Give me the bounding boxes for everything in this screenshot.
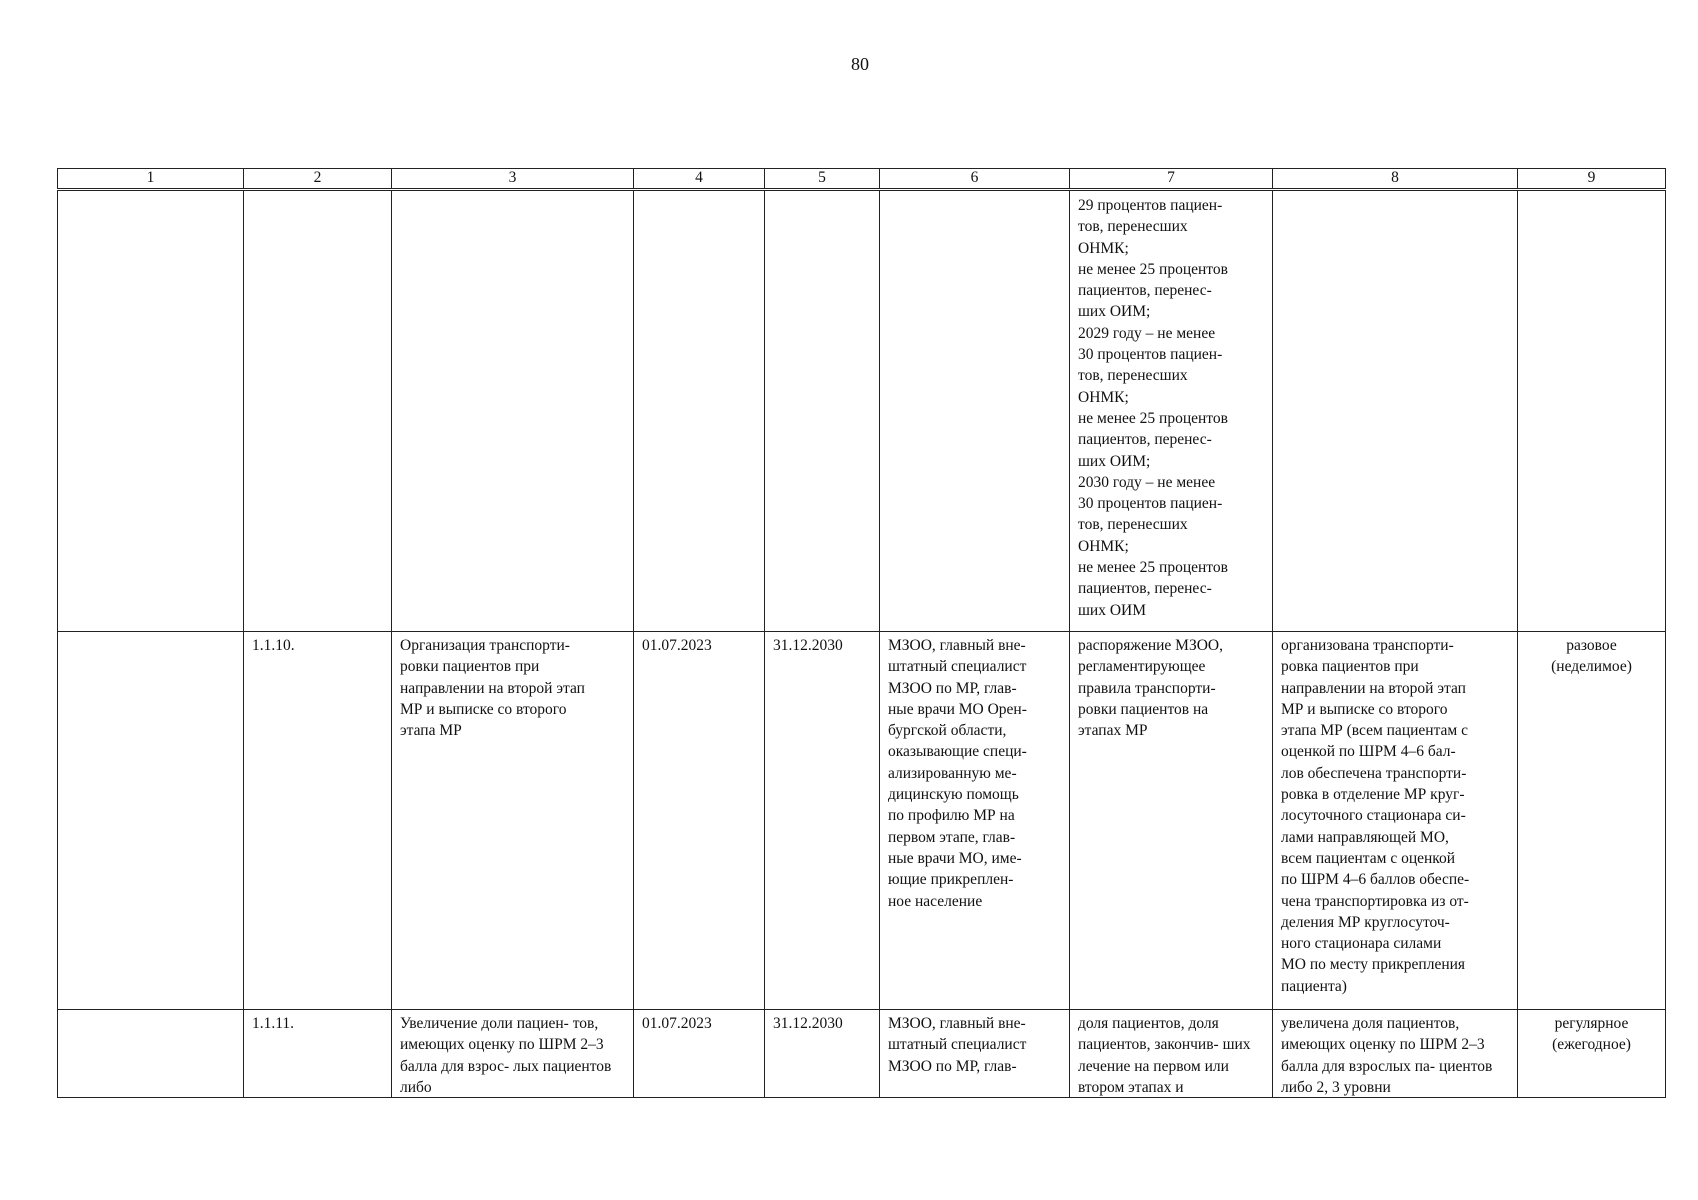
table-row: [58, 1010, 1666, 1098]
cell-end-date: 31.12.2030: [765, 632, 880, 1010]
cell-type: [1518, 190, 1666, 632]
cell-activity: Организация транспорти- ровки пациентов при направлении на второй этап МР и выписке со второго этапа МР: [392, 632, 634, 1010]
cell-activity: [392, 190, 634, 632]
cell-end-date-text: 31.12.2030: [773, 1015, 843, 1032]
program-table: [57, 168, 1666, 1098]
cell-activity-text: Увеличение доли пациен- тов, имеющих оценку по ШРМ 2–3 балла для взрос- лых пациентов либо: [400, 1015, 612, 1096]
column-header-1: 1: [58, 169, 244, 190]
cell-responsible: МЗОО, главный вне- штатный специалист МЗОО по МР, глав- ные врачи МО Орен- бургской области, оказывающие специ- ализированную ме- дицинскую помощь по профилю МР на первом этапе, глав- ные врачи МО, име- ющие прикреплен- ное население: [880, 632, 1070, 1010]
cell-item-number-text: 1.1.11.: [252, 1015, 295, 1032]
cell-start-date: [634, 1010, 765, 1098]
column-number-header-row: [58, 169, 1666, 190]
cell-result-text: увеличена доля пациентов, имеющих оценку по ШРМ 2–3 балла для взрослых па- циентов либо 2, 3 уровни: [1281, 1015, 1493, 1096]
cell-type: разовое (неделимое): [1518, 632, 1666, 1010]
cell-activity: [392, 1010, 634, 1098]
cell-start-date-text: 01.07.2023: [642, 1015, 712, 1032]
cell-end-date: [765, 190, 880, 632]
cell-indicator: 29 процентов пациен- тов, перенесших ОНМК; не менее 25 процентов пациентов, перенес- ших ОИМ; 2029 году – не менее 30 процентов пациен- тов, перенесших ОНМК; не менее 25 процентов пациентов, перенес- ших ОИМ; 2030 году – не менее 30 процентов пациен- тов, перенесших ОНМК; не менее 25 процентов пациентов, перенес- ших ОИМ: [1070, 190, 1273, 632]
column-header-6: 6: [880, 169, 1070, 190]
column-header-2: 2: [244, 169, 392, 190]
cell-start-date: [634, 190, 765, 632]
cell-start-date: 01.07.2023: [634, 632, 765, 1010]
cell-result: [1273, 190, 1518, 632]
cell-indicator-text: доля пациентов, доля пациентов, закончив- ших лечение на первом или втором этапах и: [1078, 1015, 1251, 1096]
table-row: [58, 190, 1666, 632]
column-header-8: 8: [1273, 169, 1518, 190]
cell-indicator: [1070, 1010, 1273, 1098]
column-header-7: 7: [1070, 169, 1273, 190]
cell-section: [58, 190, 244, 632]
cell-indicator: распоряжение МЗОО, регламентирующее правила транспорти- ровки пациентов на этапах МР: [1070, 632, 1273, 1010]
cell-section-text: [66, 1013, 235, 1097]
page-number: 80: [851, 54, 869, 74]
cell-result: [1273, 1010, 1518, 1098]
cell-item-number: [244, 1010, 392, 1098]
cell-item-number: 1.1.10.: [244, 632, 392, 1010]
table-row: [58, 632, 1666, 1010]
cell-responsible: [880, 190, 1070, 632]
cell-section: [58, 1010, 244, 1098]
cell-responsible: [880, 1010, 1070, 1098]
cell-type: [1518, 1010, 1666, 1098]
cell-item-number: [244, 190, 392, 632]
column-header-9: 9: [1518, 169, 1666, 190]
cell-type-text: регулярное (ежегодное): [1552, 1015, 1631, 1054]
cell-end-date: [765, 1010, 880, 1098]
column-header-3: 3: [392, 169, 634, 190]
column-header-5: 5: [765, 169, 880, 190]
cell-responsible-text: МЗОО, главный вне- штатный специалист МЗОО по МР, глав-: [888, 1015, 1027, 1075]
column-header-4: 4: [634, 169, 765, 190]
cell-result: организована транспорти- ровка пациентов при направлении на второй этап МР и выписке со второго этапа МР (всем пациентам с оценкой по ШРМ 4–6 бал- лов обеспечена транспорти- ровка в отделение МР круг- лосуточного стационара си- лами направляющей МО, всем пациентам с оценкой по ШРМ 4–6 баллов обеспе- чена транспортировка из от- деления МР круглосуточ- ного стационара силами МО по месту прикрепления пациента): [1273, 632, 1518, 1010]
cell-section: [58, 632, 244, 1010]
